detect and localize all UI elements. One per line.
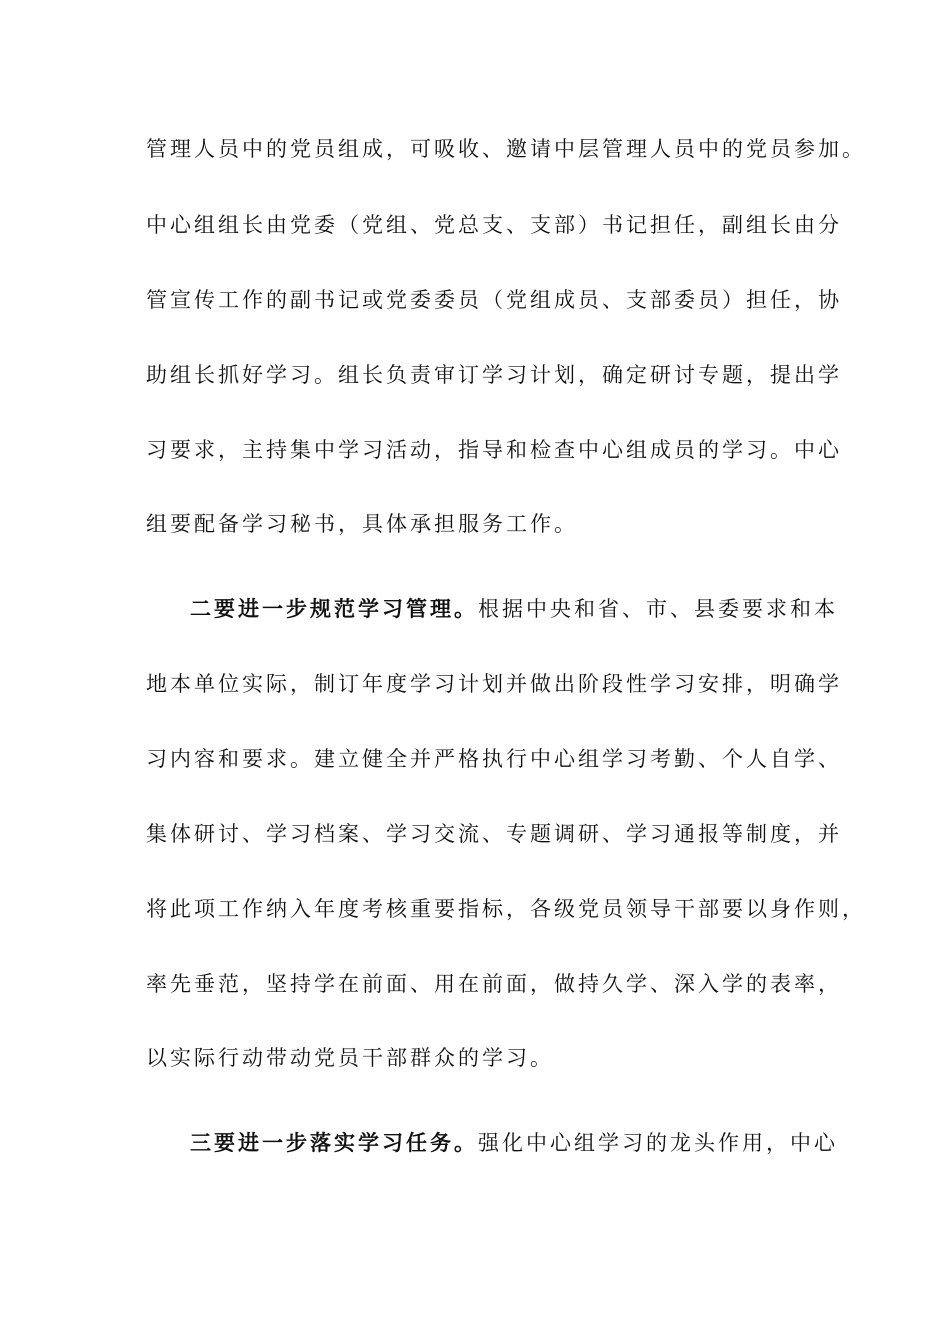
paragraph-heading: 二要进一步规范学习管理。 xyxy=(190,596,478,621)
text-line: 习要求，主持集中学习活动，指导和检查中心组成员的学习。中心 xyxy=(146,438,842,462)
text-line: 习内容和要求。建立健全并严格执行中心组学习考勤、个人自学、 xyxy=(146,747,842,771)
text-line: 率先垂范，坚持学在前面、用在前面，做持久学、深入学的表率， xyxy=(146,972,842,996)
text-line: 以实际行动带动党员干部群众的学习。 xyxy=(146,1046,554,1070)
text-line: 地本单位实际，制订年度学习计划并做出阶段性学习安排，明确学 xyxy=(146,672,842,696)
paragraph-first-line xyxy=(190,1129,838,1157)
text-run: 根据中央和省、市、县委要求和本 xyxy=(478,597,838,621)
text-line: 管宣传工作的副书记或党委委员（党组成员、支部委员）担任，协 xyxy=(146,288,842,312)
text-line: 将此项工作纳入年度考核重要指标，各级党员领导干部要以身作则， xyxy=(146,897,866,921)
text-line: 集体研讨、学习档案、学习交流、专题调研、学习通报等制度，并 xyxy=(146,822,842,846)
paragraph-first-line xyxy=(190,595,838,623)
text-line: 管理人员中的党员组成，可吸收、邀请中层管理人员中的党员参加。 xyxy=(146,137,866,161)
text-line: 助组长抓好学习。组长负责审订学习计划，确定研讨专题，提出学 xyxy=(146,363,842,387)
text-run: 强化中心组学习的龙头作用，中心 xyxy=(478,1131,838,1155)
text-line: 中心组组长由党委（党组、党总支、支部）书记担任，副组长由分 xyxy=(146,213,842,237)
paragraph-heading: 三要进一步落实学习任务。 xyxy=(190,1130,478,1155)
text-line: 组要配备学习秘书，具体承担服务工作。 xyxy=(146,512,578,536)
